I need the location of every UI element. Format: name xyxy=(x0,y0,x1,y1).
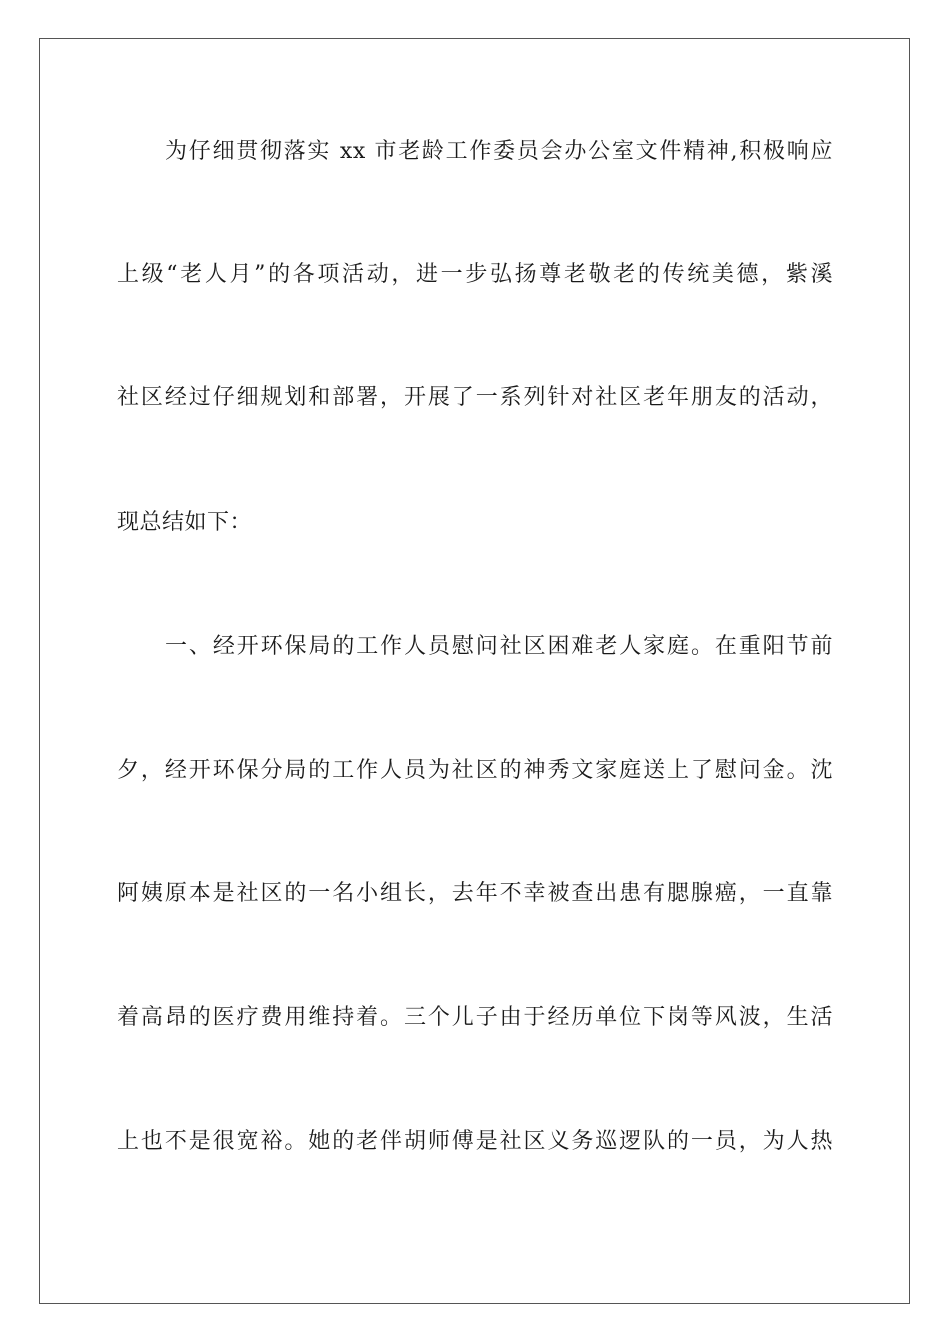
paragraph-1-line-1: 为仔细贯彻落实 xx 市老龄工作委员会办公室文件精神,积极响应 xyxy=(165,139,833,164)
paragraph-1-line-4: 现总结如下： xyxy=(117,510,253,535)
paragraph-2-line-5: 上也不是很宽裕。她的老伴胡师傅是社区义务巡逻队的一员，为人热 xyxy=(117,1129,833,1154)
paragraph-2-line-4: 着高昂的医疗费用维持着。三个儿子由于经历单位下岗等风波，生活 xyxy=(117,1005,833,1030)
paragraph-2-line-2: 夕，经开环保分局的工作人员为社区的神秀文家庭送上了慰问金。沈 xyxy=(117,758,833,783)
page-border xyxy=(39,38,910,1304)
paragraph-2-line-3: 阿姨原本是社区的一名小组长，去年不幸被查出患有腮腺癌，一直靠 xyxy=(117,881,833,906)
paragraph-1-line-3: 社区经过仔细规划和部署，开展了一系列针对社区老年朋友的活动， xyxy=(117,385,833,410)
paragraph-2-line-1: 一、经开环保局的工作人员慰问社区困难老人家庭。在重阳节前 xyxy=(165,634,833,659)
paragraph-1-line-2: 上级“老人月”的各项活动，进一步弘扬尊老敬老的传统美德，紫溪 xyxy=(117,262,833,287)
